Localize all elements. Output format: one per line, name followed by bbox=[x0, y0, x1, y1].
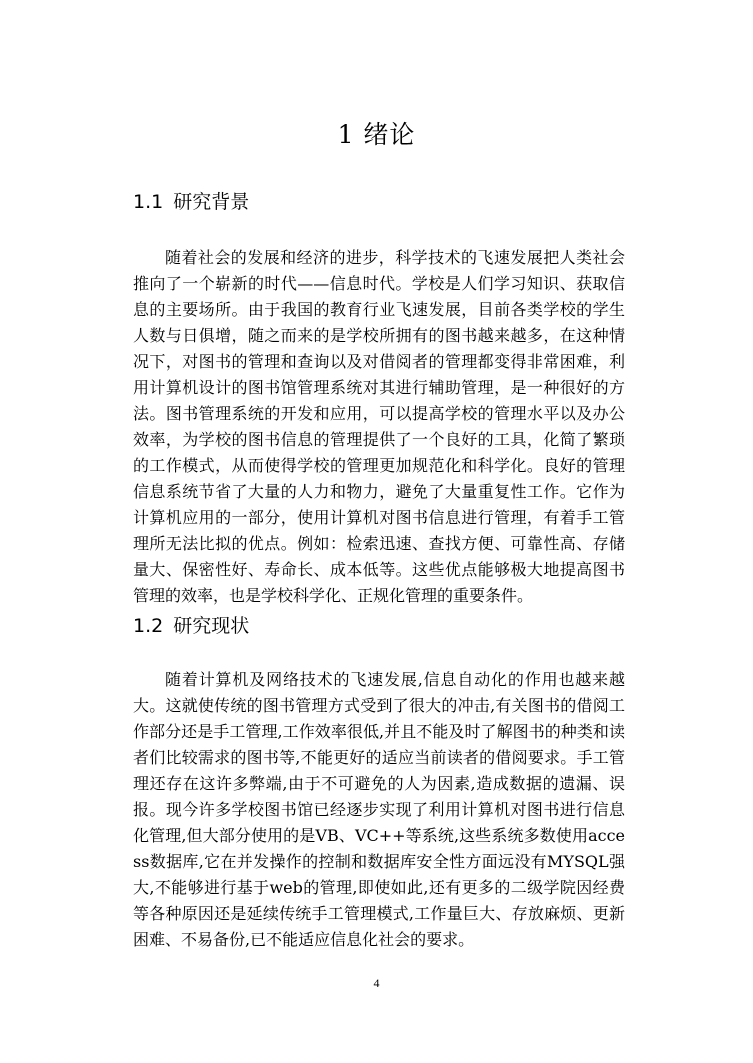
section-title: 研究背景 bbox=[173, 191, 250, 213]
section-paragraph-background: 随着社会的发展和经济的进步，科学技术的飞速发展把人类社会推向了一个崭新的时代——信息时代。学校是人们学习知识、获取信息的主要场所。由于我国的教育行业飞速发展，目前各类学校的学生人数与日俱增，随之而来的是学校所拥有的图书越来越多，在这种情况下，对图书的管理和查询以及对借阅者的管理都变得非常困难，利用计算机设计的图书馆管理系统对其进行辅助管理，是一种很好的方法。图书管理系统的开发和应用，可以提高学校的管理水平以及办公效率，为学校的图书信息的管理提供了一个良好的工具，化简了繁琐的工作模式，从而使得学校的管理更加规范化和科学化。良好的管理信息系统节省了大量的人力和物力，避免了大量重复性工作。它作为计算机应用的一部分，使用计算机对图书信息进行管理，有着手工管理所无法比拟的优点。例如：检索迅速、查找方便、可靠性高、存储量大、保密性好、寿命长、成本低等。这些优点能够极大地提高图书管理的效率，也是学校科学化、正规化管理的重要条件。 bbox=[133, 248, 625, 605]
section-heading-1-1 bbox=[133, 190, 249, 214]
chapter-title: 1 绪论 bbox=[337, 120, 416, 149]
section-title: 研究现状 bbox=[173, 615, 250, 637]
section-paragraph-status: 随着计算机及网络技术的飞速发展,信息自动化的作用也越来越大。这就使传统的图书管理方式受到了很大的冲击,有关图书的借阅工作部分还是手工管理,工作效率很低,并且不能及时了解图书的种类和读者们比较需求的图书等,不能更好的适应当前读者的借阅要求。手工管理还存在这许多弊端,由于不可避免的人为因素,造成数据的遗漏、误报。现今许多学校图书馆已经逐步实现了利用计算机对图书进行信息化管理,但大部分使用的是VB、VC++等系统,这些系统多数使用access数据库,它在并发操作的控制和数据库安全性方面远没有MYSQL强大,不能够进行基于web的管理,即使如此,还有更多的二级学院因经费等各种原因还是延续传统手工管理模式,工作量巨大、存放麻烦、更新困难、不易备份,已不能适应信息化社会的要求。 bbox=[133, 670, 625, 949]
section-heading-1-2 bbox=[133, 614, 249, 638]
section-number: 1.2 bbox=[133, 615, 164, 637]
page-number: 4 bbox=[373, 976, 380, 990]
section-number: 1.1 bbox=[133, 191, 164, 213]
